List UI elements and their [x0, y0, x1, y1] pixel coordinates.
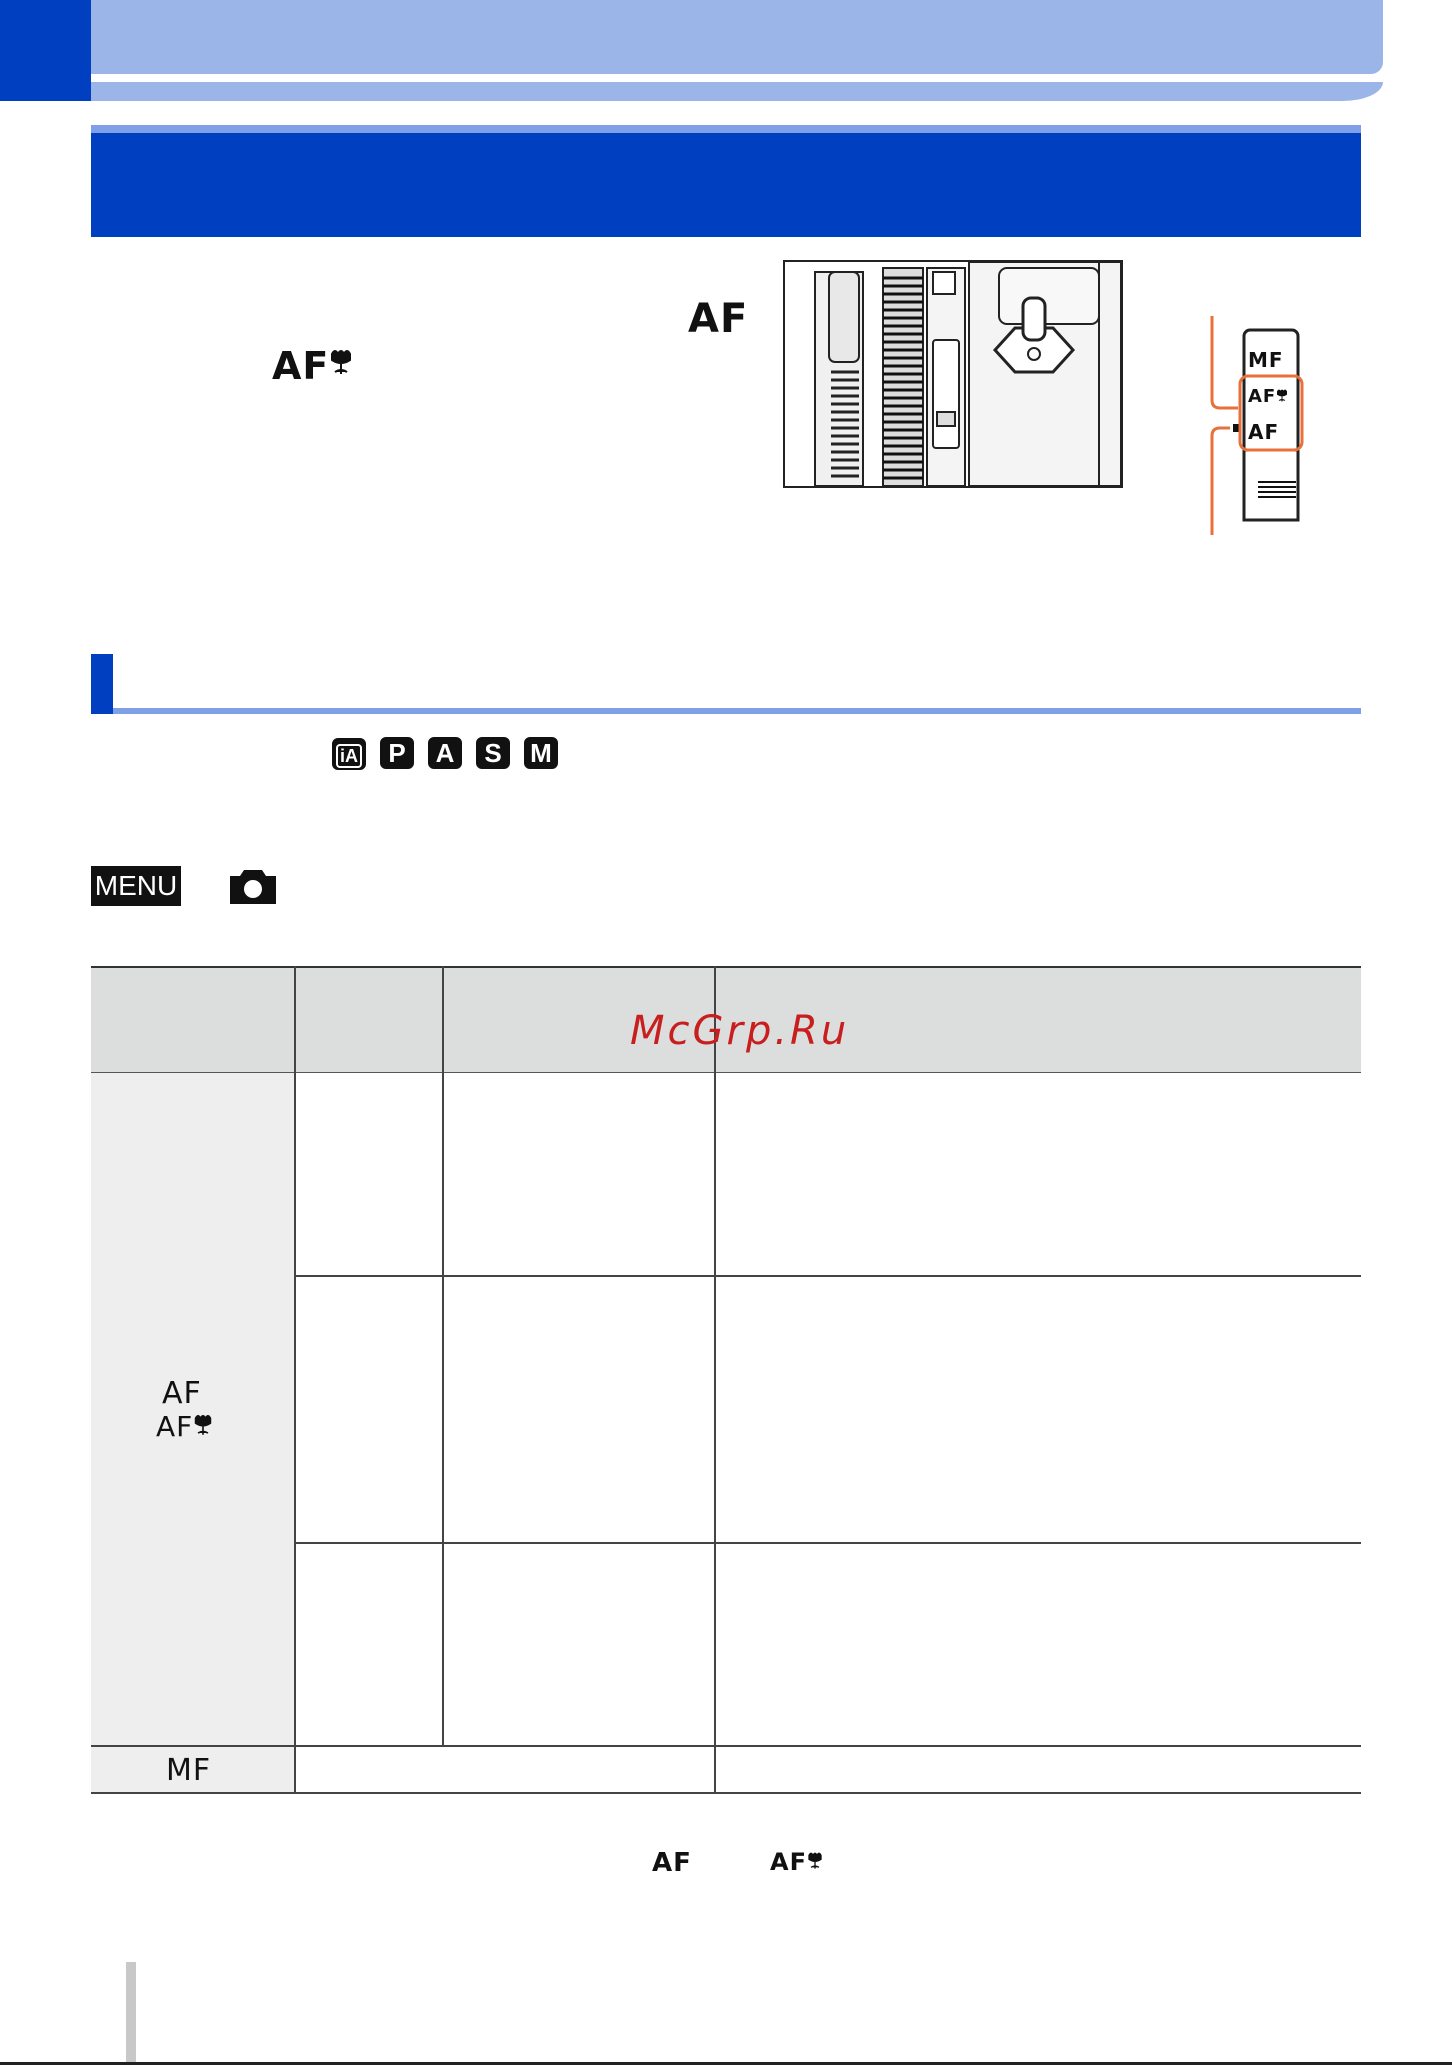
af-symbol: AF — [688, 296, 749, 342]
focus-mode-switch-closeup — [1200, 310, 1330, 535]
mode-m-icon: M — [524, 737, 558, 769]
section-heading-rule — [113, 708, 1361, 714]
table-af-macro-label: AF — [156, 1410, 213, 1443]
footnote-af-symbol: AF — [652, 1848, 692, 1878]
af-macro-symbol: AF — [272, 344, 353, 388]
header-accent-block — [0, 0, 91, 101]
mode-p-icon: P — [380, 737, 414, 769]
page-side-bar — [126, 1962, 136, 2065]
macro-flower-icon — [329, 344, 353, 378]
table-mf-label: MF — [166, 1753, 212, 1788]
macro-flower-icon — [193, 1410, 213, 1438]
macro-flower-icon — [1276, 386, 1288, 404]
page-title-bar — [91, 125, 1361, 237]
recording-mode-icons — [332, 737, 572, 770]
mode-a-icon: A — [428, 737, 462, 769]
watermark: McGrp.Ru — [630, 1008, 850, 1054]
camera-icon — [228, 866, 278, 906]
switch-mf-label: MF — [1248, 348, 1284, 372]
mode-ia-icon: iA — [332, 738, 366, 770]
table-af-label: AF — [162, 1376, 202, 1411]
macro-flower-icon — [807, 1848, 823, 1872]
menu-badge: MENU — [91, 866, 181, 906]
section-heading-marker — [91, 654, 113, 714]
footnote-af-macro-symbol: AF — [770, 1848, 823, 1876]
switch-af-macro-label: AF — [1248, 386, 1288, 407]
header-band — [91, 0, 1383, 74]
lens-focus-switch-illustration — [783, 260, 1123, 488]
switch-af-label: AF — [1248, 420, 1280, 444]
header-underline — [91, 82, 1383, 101]
mode-s-icon: S — [476, 737, 510, 769]
